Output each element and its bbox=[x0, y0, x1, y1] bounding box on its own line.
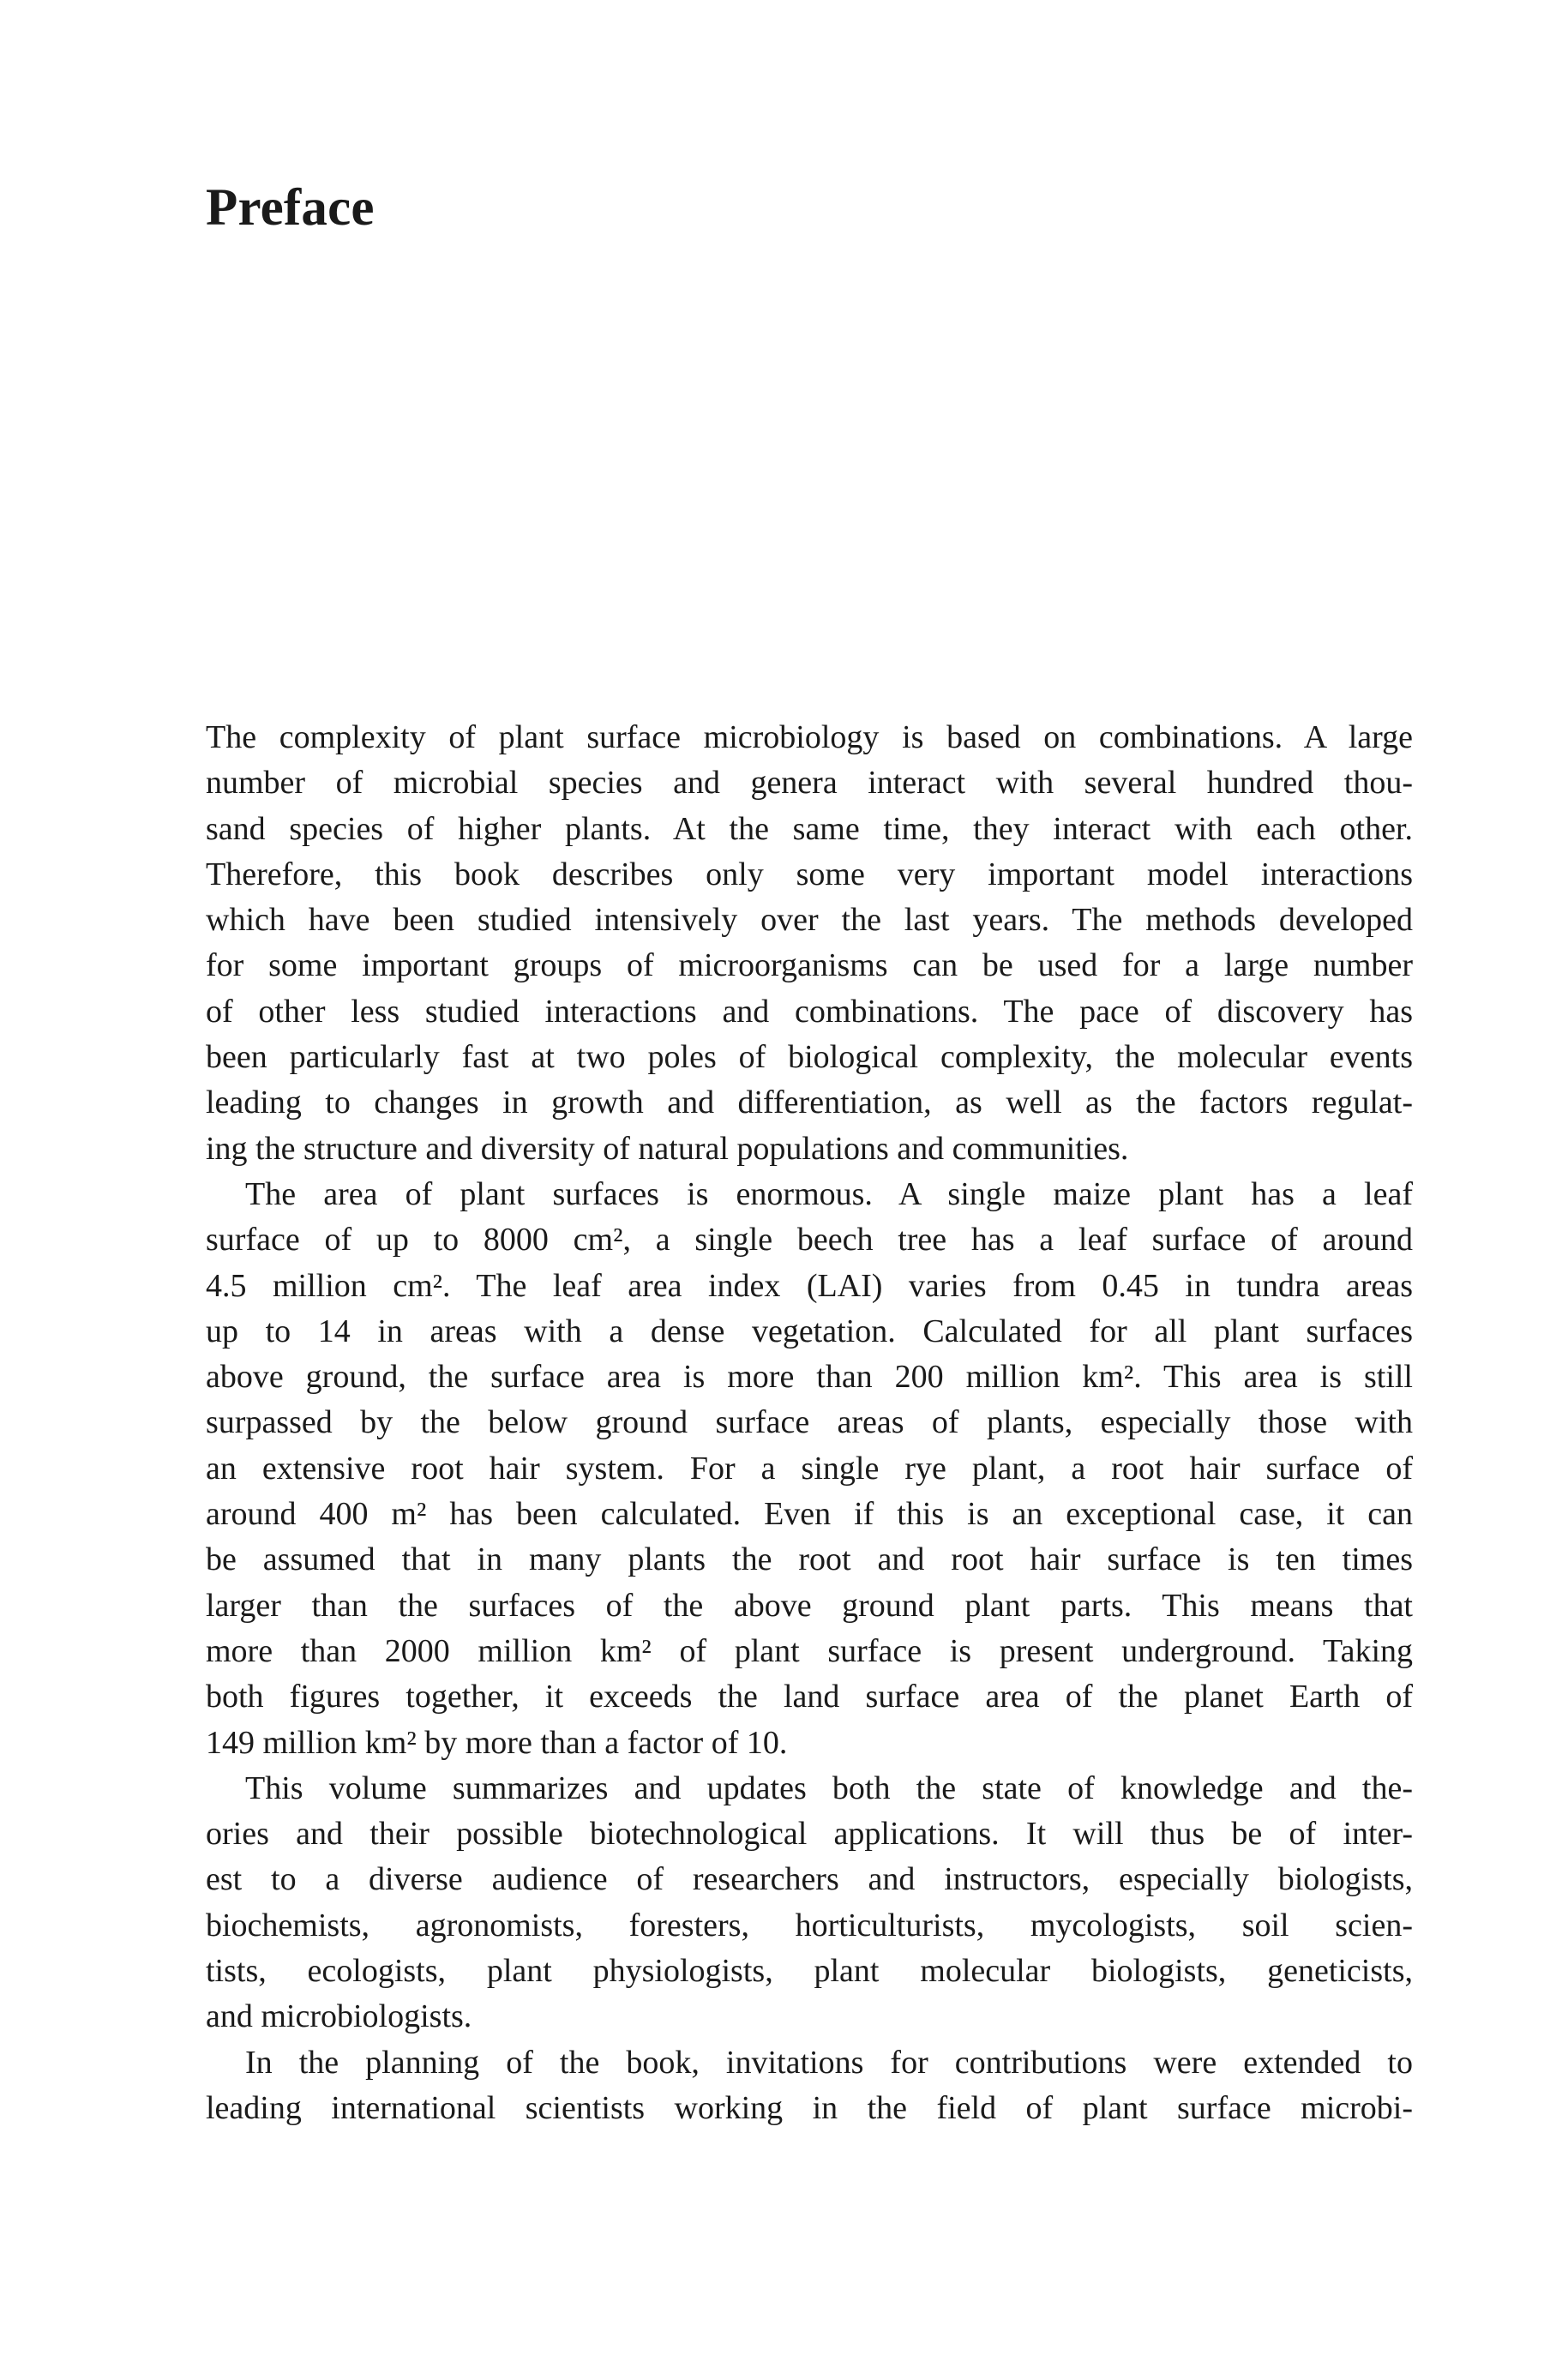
text-line: of other less studied interactions and combinations. The pace of discovery has bbox=[206, 993, 1413, 1030]
text-line: surface of up to 8000 cm², a single beech tree has a leaf surface of around bbox=[206, 1222, 1413, 1259]
text-line: number of microbial species and genera interact with several hundred thou- bbox=[206, 765, 1413, 802]
text-line: and microbiologists. bbox=[206, 1998, 472, 2035]
text-line: The area of plant surfaces is enormous. A single maize plant has a leaf bbox=[245, 1175, 1413, 1212]
text-line: more than 2000 million km² of plant surface is present underground. Taking bbox=[206, 1632, 1413, 1669]
text-line: tists, ecologists, plant physiologists, plant molecular biologists, geneticists, bbox=[206, 1953, 1413, 1990]
text-line: an extensive root hair system. For a single rye plant, a root hair surface of bbox=[206, 1450, 1413, 1487]
text-line: leading international scientists working in the field of plant surface microbi- bbox=[206, 2089, 1413, 2126]
text-line: be assumed that in many plants the root and root hair surface is ten times bbox=[206, 1541, 1413, 1578]
text-line: est to a diverse audience of researchers and instructors, especially biologists, bbox=[206, 1861, 1413, 1898]
text-line: been particularly fast at two poles of biological complexity, the molecular events bbox=[206, 1039, 1413, 1076]
text-line: larger than the surfaces of the above ground plant parts. This means that bbox=[206, 1587, 1413, 1624]
paragraph-3 bbox=[206, 1766, 1413, 2040]
text-line: In the planning of the book, invitations for contributions were extended to bbox=[245, 2044, 1413, 2081]
paragraph-1 bbox=[206, 715, 1413, 1172]
text-line: ing the structure and diversity of natural populations and communities. bbox=[206, 1130, 1129, 1167]
text-line: which have been studied intensively over the last years. The methods developed bbox=[206, 902, 1413, 939]
text-line: leading to changes in growth and differentiation, as well as the factors regulat- bbox=[206, 1084, 1413, 1121]
text-line: ories and their possible biotechnological applications. It will thus be of inter- bbox=[206, 1816, 1413, 1853]
preface-body bbox=[206, 715, 1413, 2131]
text-line: Therefore, this book describes only some very important model interactions bbox=[206, 856, 1413, 892]
text-line: 149 million km² by more than a factor of 10. bbox=[206, 1724, 788, 1761]
text-line: This volume summarizes and updates both the state of knowledge and the- bbox=[245, 1769, 1413, 1806]
text-line: 4.5 million cm². The leaf area index (LAI) varies from 0.45 in tundra areas bbox=[206, 1267, 1413, 1304]
text-line: both figures together, it exceeds the land surface area of the planet Earth of bbox=[206, 1679, 1413, 1715]
paragraph-4 bbox=[206, 2040, 1413, 2132]
text-line: The complexity of plant surface microbiology is based on combinations. A large bbox=[206, 719, 1413, 755]
text-line: around 400 m² has been calculated. Even if this is an exceptional case, it can bbox=[206, 1496, 1413, 1533]
paragraph-2 bbox=[206, 1172, 1413, 1766]
text-line: biochemists, agronomists, foresters, horticulturists, mycologists, soil scien- bbox=[206, 1907, 1413, 1943]
text-line: for some important groups of microorganisms can be used for a large number bbox=[206, 947, 1413, 984]
text-line: up to 14 in areas with a dense vegetation. Calculated for all plant surfaces bbox=[206, 1313, 1413, 1349]
page-title: Preface bbox=[206, 179, 375, 237]
text-line: above ground, the surface area is more than 200 million km². This area is still bbox=[206, 1359, 1413, 1396]
text-line: sand species of higher plants. At the same time, they interact with each other. bbox=[206, 810, 1413, 847]
text-line: surpassed by the below ground surface areas of plants, especially those with bbox=[206, 1404, 1413, 1441]
